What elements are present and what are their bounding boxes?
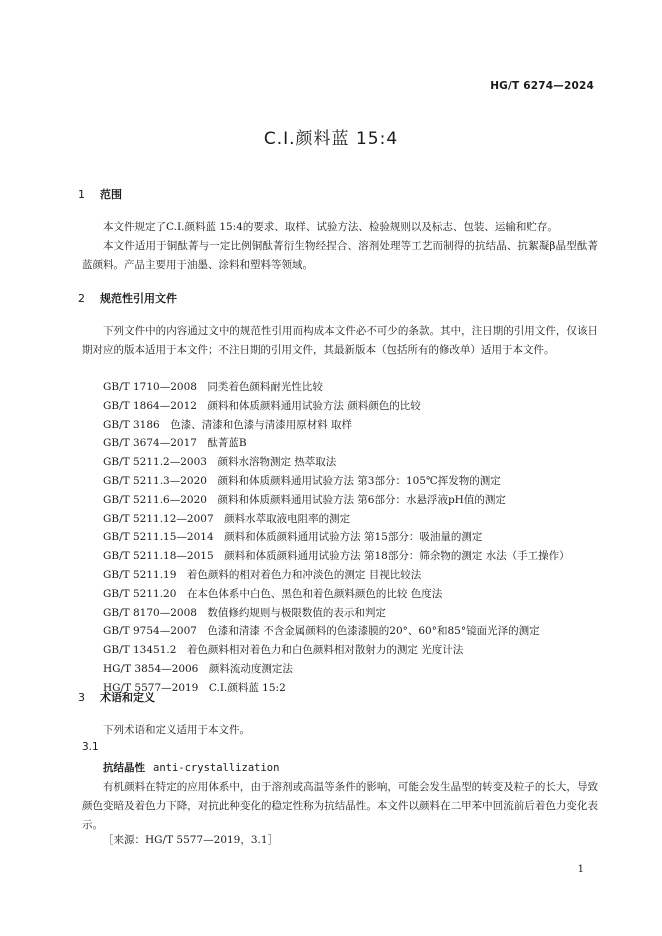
reference-item: GB/T 3186 色漆、清漆和色漆与清漆用原材料 取样 <box>103 418 353 431</box>
document-title: C.I.颜料蓝 15:4 <box>263 129 399 149</box>
term-entry <box>103 760 279 775</box>
terms-intro: 下列术语和定义适用于本文件。 <box>103 724 250 736</box>
reference-list <box>103 378 570 698</box>
section-2-title: 规范性引用文件 <box>100 292 177 305</box>
term-chinese: 抗结晶性 <box>103 762 145 774</box>
section-2-heading <box>78 290 177 306</box>
section-3-heading <box>78 689 155 705</box>
standard-code: HG/T 6274—2024 <box>490 80 594 92</box>
section-2-number: 2 <box>78 292 85 305</box>
section-1-title: 范围 <box>100 188 122 201</box>
section-3-title: 术语和定义 <box>100 691 155 704</box>
reference-item: GB/T 5211.12—2007 颜料水萃取液电阻率的测定 <box>103 512 351 525</box>
term-english: anti-crystallization <box>153 762 280 774</box>
reference-item: GB/T 5211.19 着色颜料的相对着色力和冲淡色的测定 目视比较法 <box>103 568 422 581</box>
term-source: ［来源：HG/T 5577—2019，3.1］ <box>103 834 279 846</box>
reference-item: GB/T 1864—2012 颜料和体质颜料通用试验方法 颜料颜色的比较 <box>103 399 421 412</box>
reference-item: GB/T 3674—2017 酞菁蓝B <box>103 437 247 450</box>
reference-item: GB/T 5211.20 在本色体系中白色、黑色和着色颜料颜色的比较 色度法 <box>103 587 443 600</box>
section-1-number: 1 <box>78 188 85 201</box>
term-number: 3.1 <box>82 741 99 753</box>
reference-item: GB/T 9754—2007 色漆和清漆 不含金属颜料的色漆漆膜的20°、60°和85°镜面光泽的测定 <box>103 625 540 638</box>
reference-item: GB/T 13451.2 着色颜料相对着色力和白色颜料相对散射力的测定 光度计法 <box>103 644 464 657</box>
section-1-heading <box>78 186 122 202</box>
scope-paragraph-1: 本文件规定了C.I.颜料蓝 15:4的要求、取样、试验方法、检验规则以及标志、包装、运输和贮存。 <box>103 221 558 233</box>
reference-item: GB/T 5211.18—2015 颜料和体质颜料通用试验方法 第18部分：筛余物的测定 水法（手工操作） <box>103 550 570 563</box>
reference-item: GB/T 8170—2008 数值修约规则与极限数值的表示和判定 <box>103 606 386 619</box>
reference-item: GB/T 5211.15—2014 颜料和体质颜料通用试验方法 第15部分：吸油量的测定 <box>103 531 483 544</box>
reference-item: GB/T 5211.3—2020 颜料和体质颜料通用试验方法 第3部分：105℃挥发物的测定 <box>103 474 501 487</box>
term-definition: 有机颜料在特定的应用体系中，由于溶剂或高温等条件的影响，可能会发生晶型的转变及粒子的长大，导致颜色变暗及着色力下降，对抗此种变化的稳定性称为抗结晶性。本文件以颜料在二甲苯中回流前后着色力变化表示。 <box>82 781 598 831</box>
page-number: 1 <box>577 864 584 875</box>
reference-item: GB/T 1710—2008 同类着色颜料耐光性比较 <box>103 381 323 393</box>
normative-refs-intro: 下列文件中的内容通过文中的规范性引用而构成本文件必不可少的条款。其中，注日期的引用文件，仅该日期对应的版本适用于本文件；不注日期的引用文件，其最新版本（包括所有的修改单）适用于本文件。 <box>82 325 598 356</box>
scope-paragraph-2: 本文件适用于铜酞菁与一定比例铜酞菁衍生物经捏合、溶剂处理等工艺而制得的抗结晶、抗絮凝β晶型酞菁蓝颜料。产品主要用于油墨、涂料和塑料等领域。 <box>82 240 598 271</box>
reference-item: GB/T 5211.2—2003 颜料水溶物测定 热萃取法 <box>103 456 337 469</box>
reference-item: GB/T 5211.6—2020 颜料和体质颜料通用试验方法 第6部分：水悬浮液pH值的测定 <box>103 493 506 506</box>
section-3-number: 3 <box>78 691 85 704</box>
reference-item: HG/T 3854—2006 颜料流动度测定法 <box>103 662 293 675</box>
reference-item: HG/T 5577—2019 C.I.颜料蓝 15:2 <box>103 681 286 694</box>
